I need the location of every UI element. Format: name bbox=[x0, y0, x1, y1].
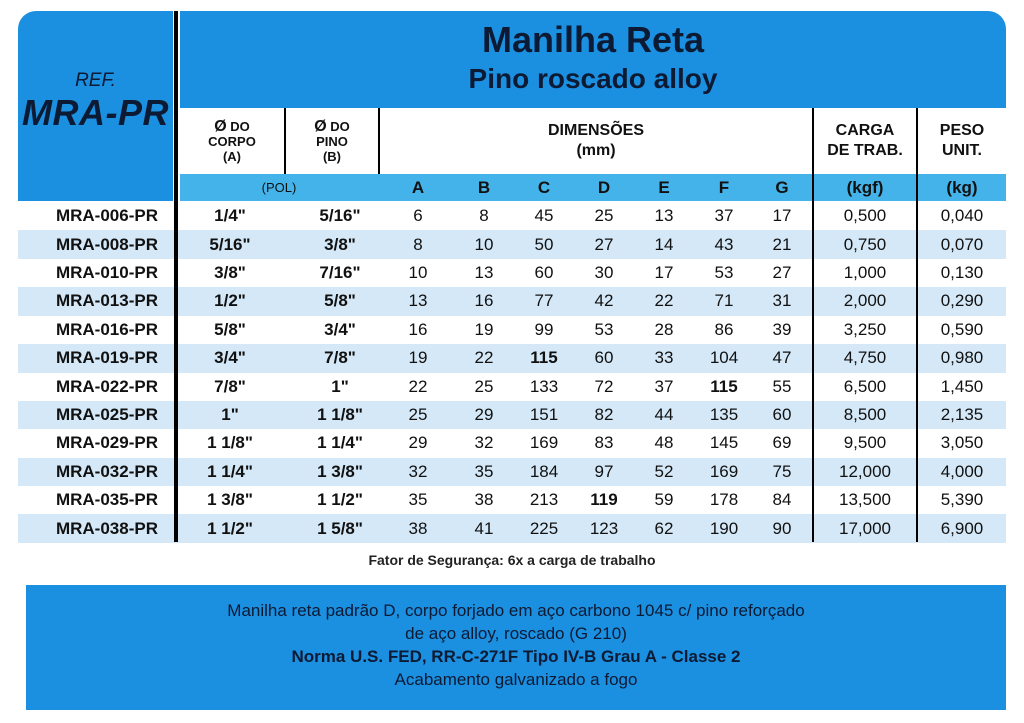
cell-corpo: 3/4" bbox=[214, 348, 246, 368]
cell-ref: MRA-035-PR bbox=[55, 490, 158, 510]
cell-d: 123 bbox=[589, 518, 619, 538]
cell-d: 30 bbox=[594, 263, 614, 283]
cell-g: 84 bbox=[772, 490, 792, 510]
divider-pino bbox=[378, 108, 380, 174]
cell-peso: 5,390 bbox=[940, 490, 984, 510]
cell-d: 60 bbox=[594, 348, 614, 368]
cell-b: 19 bbox=[474, 319, 494, 339]
table-row bbox=[18, 202, 1006, 231]
cell-g: 69 bbox=[772, 433, 792, 453]
table-row bbox=[18, 372, 1006, 401]
units-pol: (POL) bbox=[261, 180, 297, 195]
cell-ref: MRA-010-PR bbox=[55, 263, 158, 283]
cell-f: 115 bbox=[710, 376, 738, 396]
cell-a: 32 bbox=[408, 461, 428, 481]
cell-a: 29 bbox=[408, 433, 428, 453]
cell-peso: 0,040 bbox=[940, 206, 984, 226]
cell-f: 53 bbox=[714, 263, 734, 283]
cell-a: 6 bbox=[413, 206, 423, 226]
cell-peso: 6,900 bbox=[940, 518, 984, 538]
cell-e: 62 bbox=[654, 518, 674, 538]
cell-b: 25 bbox=[474, 376, 494, 396]
cell-corpo: 1 1/4" bbox=[207, 461, 253, 481]
cell-g: 31 bbox=[772, 291, 792, 311]
cell-peso: 2,135 bbox=[940, 405, 984, 425]
cell-ref: MRA-025-PR bbox=[55, 405, 158, 425]
cell-e: 48 bbox=[654, 433, 674, 453]
cell-g: 55 bbox=[772, 376, 792, 396]
cell-c: 169 bbox=[529, 433, 559, 453]
cell-peso: 0,070 bbox=[940, 234, 984, 254]
cell-a: 10 bbox=[408, 263, 428, 283]
cell-peso: 0,290 bbox=[940, 291, 984, 311]
cell-a: 22 bbox=[408, 376, 428, 396]
cell-c: 184 bbox=[529, 461, 559, 481]
ref-label: REF. bbox=[75, 70, 116, 91]
cell-pino: 7/16" bbox=[319, 263, 361, 283]
table-row bbox=[18, 287, 1006, 316]
cell-c: 99 bbox=[534, 319, 554, 339]
header-pino: Ø DO PINO (B) bbox=[314, 117, 350, 164]
cell-c: 77 bbox=[534, 291, 554, 311]
units-dim-b: B bbox=[477, 177, 491, 197]
cell-corpo: 5/8" bbox=[214, 319, 246, 339]
table-row bbox=[18, 401, 1006, 430]
cell-ref: MRA-019-PR bbox=[55, 348, 158, 368]
cell-c: 60 bbox=[534, 263, 554, 283]
cell-e: 37 bbox=[654, 376, 674, 396]
cell-c: 50 bbox=[534, 234, 554, 254]
cell-carga: 0,750 bbox=[843, 234, 887, 254]
cell-a: 19 bbox=[408, 348, 428, 368]
cell-a: 25 bbox=[408, 405, 428, 425]
footer-line-4: Acabamento galvanizado a fogo bbox=[394, 670, 638, 689]
cell-corpo: 5/16" bbox=[209, 234, 251, 254]
footer-line-2: de aço alloy, roscado (G 210) bbox=[405, 624, 627, 643]
units-dim-d: D bbox=[597, 177, 611, 197]
cell-b: 41 bbox=[474, 518, 494, 538]
cell-peso: 0,590 bbox=[940, 319, 984, 339]
cell-g: 27 bbox=[772, 263, 792, 283]
cell-corpo: 1 1/8" bbox=[207, 433, 253, 453]
cell-pino: 1 1/2" bbox=[317, 490, 363, 510]
cell-e: 52 bbox=[654, 461, 674, 481]
cell-f: 178 bbox=[709, 490, 739, 510]
cell-d: 82 bbox=[594, 405, 614, 425]
cell-a: 35 bbox=[408, 490, 428, 510]
table-row bbox=[18, 316, 1006, 345]
cell-g: 60 bbox=[772, 405, 792, 425]
cell-g: 47 bbox=[772, 348, 792, 368]
cell-carga: 0,500 bbox=[843, 206, 887, 226]
table-row bbox=[18, 344, 1006, 373]
cell-corpo: 1 3/8" bbox=[207, 490, 253, 510]
cell-e: 17 bbox=[654, 263, 674, 283]
cell-a: 16 bbox=[408, 319, 428, 339]
footer-line-1: Manilha reta padrão D, corpo forjado em aço carbono 1045 c/ pino reforçado bbox=[227, 601, 805, 620]
cell-d: 42 bbox=[594, 291, 614, 311]
cell-e: 13 bbox=[654, 206, 674, 226]
units-dim-f: F bbox=[718, 177, 730, 197]
cell-f: 43 bbox=[714, 234, 734, 254]
cell-d: 25 bbox=[594, 206, 614, 226]
cell-g: 17 bbox=[772, 206, 792, 226]
cell-carga: 17,000 bbox=[839, 518, 891, 538]
cell-corpo: 1 1/2" bbox=[207, 518, 253, 538]
divider-ref bbox=[174, 11, 178, 542]
table-row bbox=[18, 514, 1006, 543]
cell-corpo: 1/2" bbox=[214, 291, 246, 311]
divider-carga bbox=[916, 108, 918, 542]
cell-e: 14 bbox=[654, 234, 674, 254]
cell-ref: MRA-006-PR bbox=[55, 206, 158, 226]
cell-carga: 1,000 bbox=[843, 263, 887, 283]
divider-dims bbox=[812, 108, 814, 542]
cell-pino: 5/16" bbox=[319, 206, 361, 226]
cell-carga: 13,500 bbox=[839, 490, 891, 510]
cell-ref: MRA-013-PR bbox=[55, 291, 158, 311]
cell-d: 83 bbox=[594, 433, 614, 453]
cell-e: 44 bbox=[654, 405, 674, 425]
cell-carga: 6,500 bbox=[843, 376, 887, 396]
cell-f: 135 bbox=[709, 405, 739, 425]
cell-corpo: 7/8" bbox=[214, 376, 246, 396]
cell-d: 119 bbox=[590, 490, 618, 510]
page-title: Manilha Reta bbox=[481, 19, 705, 60]
cell-corpo: 1" bbox=[221, 405, 239, 425]
cell-pino: 3/4" bbox=[324, 319, 356, 339]
cell-corpo: 1/4" bbox=[214, 206, 246, 226]
cell-f: 104 bbox=[709, 348, 739, 368]
table-row bbox=[18, 486, 1006, 515]
table-row bbox=[18, 230, 1006, 259]
ref-code: MRA-PR bbox=[22, 92, 169, 133]
header-peso: PESO UNIT. bbox=[939, 122, 985, 159]
cell-pino: 1 5/8" bbox=[317, 518, 363, 538]
units-dim-c: C bbox=[537, 177, 551, 197]
cell-pino: 5/8" bbox=[324, 291, 356, 311]
cell-e: 33 bbox=[654, 348, 674, 368]
cell-e: 59 bbox=[654, 490, 674, 510]
footer-line-3: Norma U.S. FED, RR-C-271F Tipo IV-B Grau A - Classe 2 bbox=[291, 647, 741, 666]
cell-ref: MRA-032-PR bbox=[55, 461, 158, 481]
cell-pino: 7/8" bbox=[324, 348, 356, 368]
cell-b: 16 bbox=[474, 291, 494, 311]
cell-peso: 3,050 bbox=[940, 433, 984, 453]
cell-d: 72 bbox=[594, 376, 614, 396]
cell-ref: MRA-022-PR bbox=[55, 376, 158, 396]
cell-a: 38 bbox=[408, 518, 428, 538]
cell-pino: 1 3/8" bbox=[317, 461, 363, 481]
cell-f: 86 bbox=[714, 319, 734, 339]
cell-peso: 0,980 bbox=[940, 348, 984, 368]
cell-b: 35 bbox=[474, 461, 494, 481]
cell-pino: 1" bbox=[331, 376, 349, 396]
cell-carga: 8,500 bbox=[843, 405, 887, 425]
cell-carga: 4,750 bbox=[843, 348, 887, 368]
cell-e: 22 bbox=[654, 291, 674, 311]
safety-note: Fator de Segurança: 6x a carga de trabalho bbox=[368, 552, 656, 568]
cell-c: 115 bbox=[530, 348, 558, 368]
cell-carga: 3,250 bbox=[843, 319, 887, 339]
cell-b: 22 bbox=[474, 348, 494, 368]
cell-c: 225 bbox=[529, 518, 559, 538]
header-dimensoes: DIMENSÕES (mm) bbox=[547, 122, 644, 159]
header-corpo: Ø DO CORPO (A) bbox=[208, 117, 256, 164]
page-subtitle: Pino roscado alloy bbox=[468, 63, 718, 94]
cell-g: 90 bbox=[772, 518, 792, 538]
cell-f: 37 bbox=[714, 206, 734, 226]
cell-b: 10 bbox=[474, 234, 494, 254]
cell-a: 13 bbox=[408, 291, 428, 311]
cell-carga: 12,000 bbox=[839, 461, 891, 481]
cell-c: 133 bbox=[529, 376, 559, 396]
cell-c: 45 bbox=[534, 206, 554, 226]
table-row bbox=[18, 429, 1006, 458]
cell-f: 169 bbox=[709, 461, 739, 481]
cell-pino: 3/8" bbox=[324, 234, 356, 254]
cell-d: 97 bbox=[594, 461, 614, 481]
units-dim-e: E bbox=[658, 177, 670, 197]
cell-peso: 4,000 bbox=[940, 461, 984, 481]
cell-c: 213 bbox=[529, 490, 559, 510]
table-row bbox=[18, 259, 1006, 288]
cell-ref: MRA-016-PR bbox=[55, 319, 158, 339]
units-kgf: (kgf) bbox=[846, 177, 884, 197]
cell-corpo: 3/8" bbox=[214, 263, 246, 283]
cell-b: 29 bbox=[474, 405, 494, 425]
units-kg: (kg) bbox=[946, 177, 978, 197]
cell-b: 38 bbox=[474, 490, 494, 510]
cell-e: 28 bbox=[654, 319, 674, 339]
cell-ref: MRA-008-PR bbox=[55, 234, 158, 254]
cell-carga: 2,000 bbox=[843, 291, 887, 311]
cell-a: 8 bbox=[413, 234, 423, 254]
cell-f: 190 bbox=[709, 518, 739, 538]
cell-c: 151 bbox=[529, 405, 559, 425]
cell-g: 21 bbox=[772, 234, 792, 254]
cell-f: 71 bbox=[714, 291, 734, 311]
units-dim-g: G bbox=[775, 177, 789, 197]
cell-g: 39 bbox=[772, 319, 792, 339]
cell-b: 8 bbox=[479, 206, 489, 226]
cell-pino: 1 1/4" bbox=[317, 433, 363, 453]
cell-b: 13 bbox=[474, 263, 494, 283]
cell-carga: 9,500 bbox=[843, 433, 887, 453]
cell-peso: 1,450 bbox=[940, 376, 984, 396]
cell-g: 75 bbox=[772, 461, 792, 481]
table-row bbox=[18, 458, 1006, 487]
cell-d: 53 bbox=[594, 319, 614, 339]
cell-d: 27 bbox=[594, 234, 614, 254]
divider-corpo bbox=[284, 108, 286, 174]
units-dim-a: A bbox=[411, 177, 425, 197]
cell-ref: MRA-029-PR bbox=[55, 433, 158, 453]
cell-ref: MRA-038-PR bbox=[55, 518, 158, 538]
cell-peso: 0,130 bbox=[940, 263, 984, 283]
header-carga: CARGA DE TRAB. bbox=[827, 122, 903, 159]
cell-b: 32 bbox=[474, 433, 494, 453]
cell-f: 145 bbox=[709, 433, 739, 453]
cell-pino: 1 1/8" bbox=[317, 405, 363, 425]
